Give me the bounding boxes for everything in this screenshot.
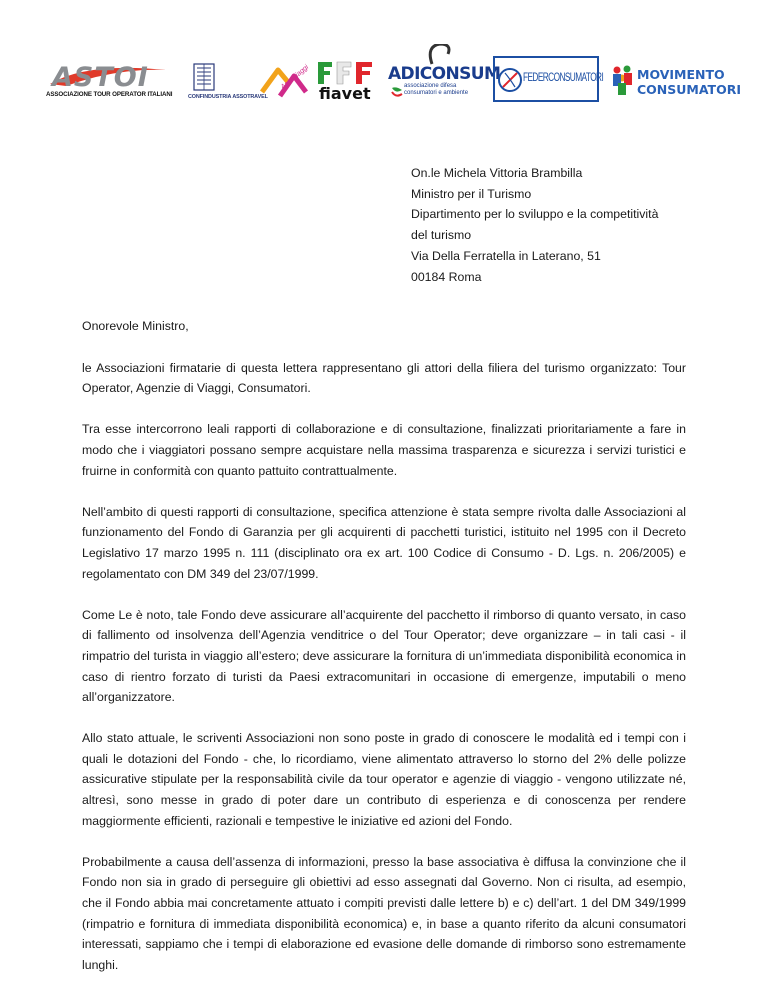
movimento-consumatori-logo bbox=[609, 62, 741, 102]
federconsumatori-logo bbox=[493, 56, 604, 102]
movimento-line2: CONSUMATORI bbox=[637, 82, 741, 97]
fiavet-logo bbox=[316, 60, 378, 104]
astoi-subtitle: ASSOCIAZIONE TOUR OPERATOR ITALIANI bbox=[46, 91, 173, 98]
address-line: 00184 Roma bbox=[411, 269, 482, 284]
astoi-wordmark: ASTOI bbox=[52, 62, 149, 93]
address-line: Ministro per il Turismo bbox=[411, 186, 532, 201]
astoi-logo bbox=[46, 62, 188, 102]
address-line: del turismo bbox=[411, 228, 472, 243]
confindustria-label: CONFINDUSTRIA ASSOTRAVEL bbox=[188, 94, 268, 100]
confindustria-assotravel-logo bbox=[188, 62, 268, 104]
adiconsum-wordmark: ADICONSUM bbox=[388, 64, 501, 84]
address-line: On.le Michela Vittoria Brambilla bbox=[411, 166, 583, 180]
letter-paragraph: Come Le è noto, tale Fondo deve assicurare all’acquirente del pacchetto il rimborso di quanto versato, in caso di fallimento od insolvenza dell’Agenzia venditrice o del Tour Operator; deve organizzare – in tali casi - il rimpatrio del turista in viaggio all’estero; deve assicurare la fornitura di un’immediata disponibilità economica in caso di rientro forzato di turisti da Paesi extracomunitari in occasione di emergenze, imputabili o meno all’organizzatore. bbox=[82, 607, 686, 705]
assoviaggi-label: Assoviaggi bbox=[279, 63, 311, 92]
letter-paragraph: Tra esse intercorrono leali rapporti di collaborazione e di consultazione, finalizzati prioritariamente a fare in modo che i viaggiatori possano sempre acquistare nella massima trasparenza e sicurezza i servizi turistici e fruirne in conformità con quanto pattuito contrattualmente. bbox=[82, 422, 686, 478]
assoviaggi-logo bbox=[260, 62, 311, 102]
logo-header bbox=[0, 0, 768, 120]
fiavet-wordmark: fiavet bbox=[319, 84, 371, 103]
adiconsum-subtitle bbox=[404, 83, 468, 96]
address-line: Via Della Ferratella in Laterano, 51 bbox=[411, 248, 601, 263]
letter-paragraph: le Associazioni firmatarie di questa lettera rappresentano gli attori della filiera del turismo organizzato: Tour Operator, Agenzie di Viaggi, Consumatori. bbox=[82, 360, 686, 396]
fiavet-fff-icon bbox=[316, 60, 378, 86]
salutation: Onorevole Ministro, bbox=[82, 319, 189, 333]
letter-body bbox=[82, 316, 686, 996]
adiconsum-subtitle-line2: consumatori e ambiente bbox=[404, 89, 469, 96]
confindustria-emblem-icon bbox=[188, 62, 252, 94]
letter-paragraph: Probabilmente a causa dell’assenza di informazioni, presso la base associativa è diffusa la convinzione che il Fondo non sia in grado di perseguire gli obiettivi ad esso assegnati dal Governo. Non ci risulta, ad esempio, che il Fondo abbia mai concretamente attuato i compiti previsti dalle lettere b) e c) dell’art. 1 del DM 349/1999 (rimpatrio e fornitura di immediata disponibilità economica) e, in base a quanto riferito da alcuni consumatori interessati, sappiamo che i tempi di elaborazione ed evasione delle domande di rimborso sono estremamente lunghi. bbox=[82, 854, 686, 972]
federconsumatori-wordmark: FEDERCONSUMATORI bbox=[523, 72, 604, 84]
movimento-wordmark bbox=[637, 67, 741, 97]
letter-paragraph: Nell’ambito di questi rapporti di consultazione, specifica attenzione è stata sempre rivolta dalle Associazioni al funzionamento del Fondo di Garanzia per gli acquirenti di pacchetti turistici, istituito nel 1995 con il Decreto Legislativo 17 marzo 1995 n. 111 (disciplinato ora ex art. 100 Codice di Consumo - D. Lgs. n. 206/2005) e regolamentato con DM 349 del 23/07/1999. bbox=[82, 504, 686, 581]
movimento-people-icon bbox=[609, 64, 637, 100]
adiconsum-subtitle-line1: associazione difesa bbox=[404, 83, 457, 89]
letter-paragraph: Allo stato attuale, le scriventi Associazioni non sono poste in grado di conoscere le modalità ed i tempi con i quali le dotazioni del Fondo - che, lo ricordiamo, viene alimentato attraverso lo storno del 2% delle polizze assicurative stipulate per la responsabilità civile da tour operator e agenzie di viaggio - vengono utilizzate né, altresì, sono messe in grado di poter dare un contributo di esperienza e di conoscenza per rendere maggiormente efficienti, razionali e tempestive le iniziative ed azioni del Fondo. bbox=[82, 731, 686, 828]
address-line: Dipartimento per lo sviluppo e la competitività bbox=[411, 207, 659, 222]
recipient-address bbox=[411, 163, 658, 287]
adiconsum-logo bbox=[386, 44, 501, 100]
movimento-line1: MOVIMENTO bbox=[637, 67, 725, 82]
